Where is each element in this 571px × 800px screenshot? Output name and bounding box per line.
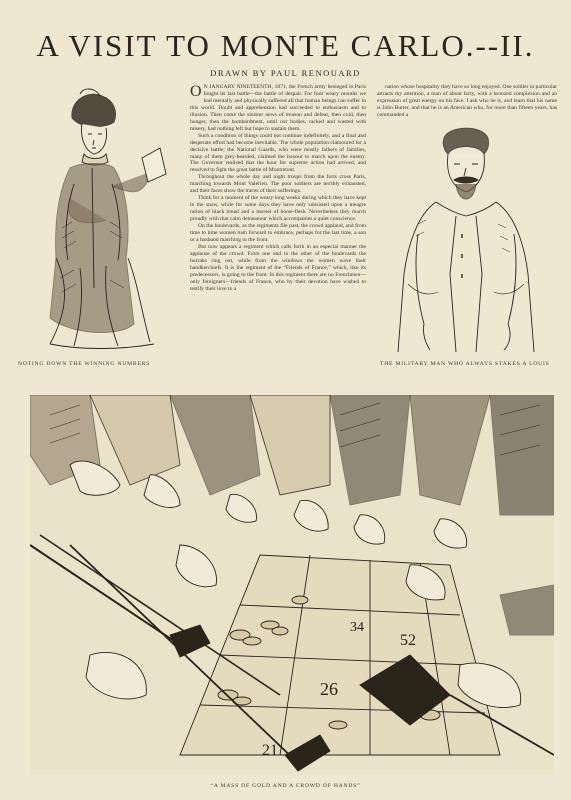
svg-text:52: 52 (400, 632, 416, 649)
byline: DRAWN BY PAUL RENOUARD (210, 68, 361, 78)
article-column-left (190, 84, 366, 293)
article-paragraph: N JANUARY NINETEENTH, 1871, the French army besieged in Paris fought its last battle—the battle of despair. For four weary months we had mentally and physically suffered all that human beings can suffer in this world. Doubt and apprehension had succeeded to enthusiasm and to illusion. Then come the sinister news of treason and defeat, then cold, then hunger, then the bombardment, until our bodies, racked and wasted with misery, had nothing left but hope to sustain them. (190, 84, 366, 132)
woman-caption: NOTING DOWN THE WINNING NUMBERS (18, 361, 151, 367)
article-paragraph: Such a condition of things could not continue indefinitely, and a final and desperate effort had become inevitable. The whole population clamoured for a decisive battle; the National Guards, who were mostly fathers of families, many of them grey-bearded, claimed the honour to march upon the enemy. The Governor realised that the hour for supreme action had arrived, and resolved to fight the great battle of Montretout. (190, 132, 366, 174)
man-caption: THE MILITARY MAN WHO ALWAYS STAKES A LOUIS (380, 361, 550, 367)
svg-text:34: 34 (350, 620, 364, 635)
roulette-table-illustration (30, 395, 554, 775)
article-paragraph: Think for a moment of the weary long weeks during which they have kept in the snow, while for some days they have only subsisted upon a meagre ration of black bread and a morsel of horse-flesh. Nevertheless they march proudly with that calm demeanour which accompanies a quiet conscience. (190, 195, 366, 223)
article-column-right (377, 84, 557, 119)
woman-illustration (10, 88, 170, 350)
svg-text:26: 26 (320, 679, 338, 699)
article-paragraph: But now appears a regiment which calls forth in an especial manner the applause of the crowd. From one end to the other of the boulevards the hurrahs ring out, while from the windows the women wave their handkerchiefs. It is the regiment of the “Friends of France,” which, like its predecessors, is going to the front. In this regiment there are no Frenchmen—only foreigners—friends of France, who by their devotion have wished to testify their love to a (190, 243, 366, 292)
article-paragraph: nation whose hospitality they have so long enjoyed. One soldier in particular attracts my attention, a man of about forty, with a bronzed complexion and an expression of great energy on his face. I ask who he is, and learn that his name is John Burter, and that he is an American who, for more than fifteen years, has commanded a (377, 84, 557, 118)
military-man-illustration (378, 124, 553, 354)
article-paragraph: Throughout the whole day and night troops from the forts cross Paris, marching towards Mont Valérien. The poor soldiers are terribly exhausted, and their faces show the traces of their sufferings. (190, 174, 366, 195)
roulette-caption: “A MASS OF GOLD AND A CROWD OF HANDS” (210, 783, 361, 789)
drop-cap: O (190, 83, 202, 100)
svg-text:21: 21 (262, 742, 278, 759)
page-title: A VISIT TO MONTE CARLO.--II. (36, 28, 535, 63)
article-paragraph: On the boulevards, as the regiments file past, the crowd applaud, and from time to time women rush forward to embrace, perhaps for the last time, a son or a husband marching to the front. (190, 223, 366, 243)
